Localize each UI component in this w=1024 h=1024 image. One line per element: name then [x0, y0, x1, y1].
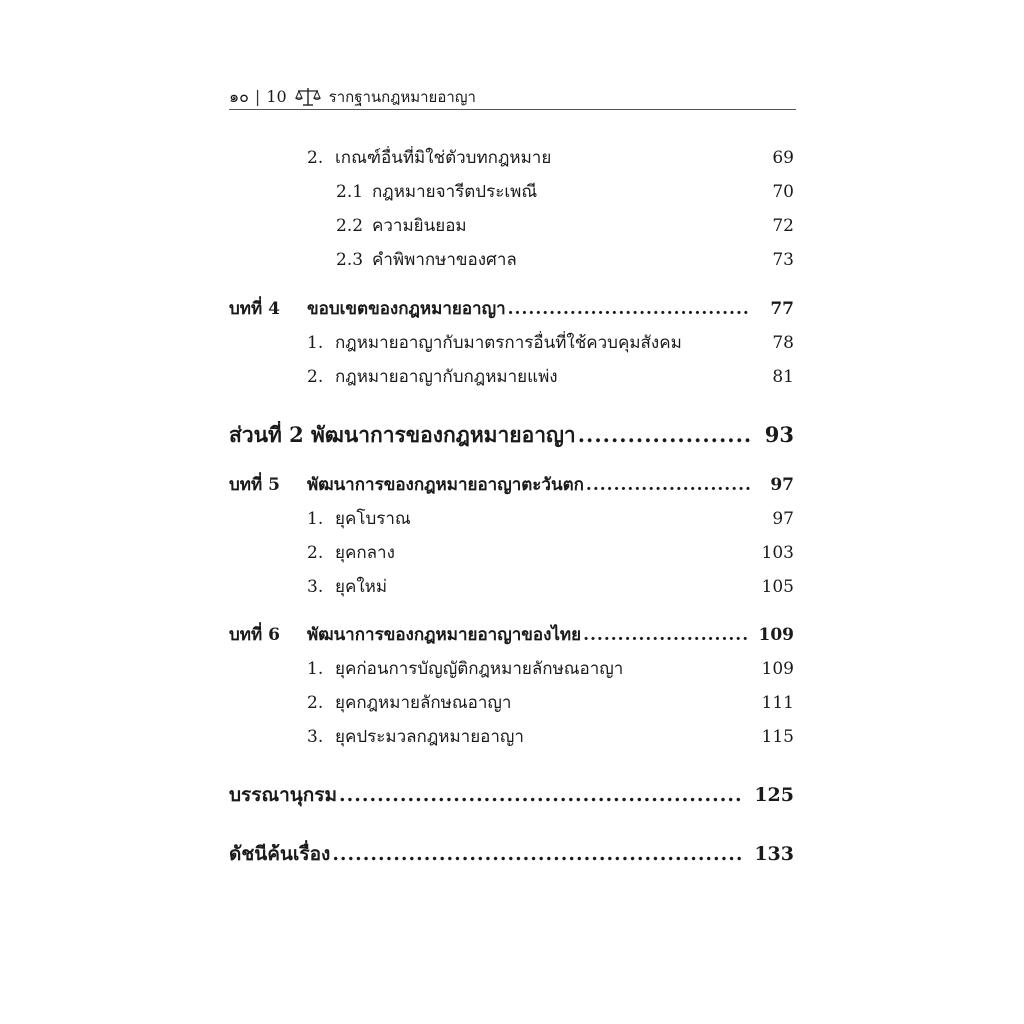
chapter-page: 109	[758, 625, 794, 645]
running-head	[229, 84, 796, 110]
chapter-page: 77	[770, 299, 794, 319]
toc-entry[interactable]	[229, 146, 794, 170]
toc-chapter-4[interactable]	[229, 297, 794, 321]
toc-entry[interactable]	[229, 248, 794, 272]
entry-title: ยุคประมวลกฎหมายอาญา	[335, 727, 524, 747]
entry-page: 103	[761, 543, 794, 563]
dot-leader	[583, 623, 748, 647]
toc-entry[interactable]	[229, 541, 794, 565]
entry-page: 73	[772, 250, 794, 270]
toc-entry[interactable]	[229, 331, 794, 355]
thai-page-number: ๑๐	[229, 87, 249, 106]
chapter-title: ขอบเขตของกฎหมายอาญา	[307, 299, 506, 319]
entry-page: 115	[761, 727, 794, 747]
entry-title: ยุคกลาง	[335, 543, 395, 563]
entry-number: 1.	[307, 333, 324, 353]
chapter-label: บทที่ 6	[229, 625, 280, 645]
back-title: ดัชนีค้นเรื่อง	[229, 843, 331, 865]
toc-entry[interactable]	[229, 725, 794, 749]
part-page: 93	[764, 422, 794, 447]
back-title: บรรณานุกรม	[229, 784, 337, 806]
toc-entry[interactable]	[229, 575, 794, 599]
entry-page: 69	[772, 148, 794, 168]
entry-title: เกณฑ์อื่นที่มิใช่ตัวบทกฎหมาย	[335, 148, 552, 168]
chapter-title: พัฒนาการของกฎหมายอาญาตะวันตก	[307, 475, 584, 495]
entry-page: 70	[772, 182, 794, 202]
entry-number: 3.	[307, 727, 324, 747]
dot-leader	[508, 297, 750, 321]
entry-title: กฎหมายจารีตประเพณี	[372, 182, 538, 202]
entry-number: 2.	[307, 543, 324, 563]
entry-number: 2.3	[336, 250, 364, 270]
entry-page: 111	[761, 693, 794, 713]
chapter-title: พัฒนาการของกฎหมายอาญาของไทย	[307, 625, 582, 645]
toc-entry[interactable]	[229, 365, 794, 389]
toc-bibliography[interactable]	[229, 781, 794, 809]
entry-title: ยุคใหม่	[335, 577, 388, 597]
toc-entry[interactable]	[229, 214, 794, 238]
entry-number: 2.	[307, 693, 324, 713]
entry-title: ยุคก่อนการบัญญัติกฎหมายลักษณอาญา	[335, 659, 624, 679]
entry-title: คำพิพากษาของศาล	[372, 250, 517, 270]
back-page: 125	[754, 784, 794, 806]
entry-page: 105	[761, 577, 794, 597]
entry-title: ยุคโบราณ	[335, 509, 411, 529]
entry-number: 1.	[307, 659, 324, 679]
entry-title: กฎหมายอาญากับกฎหมายแพ่ง	[335, 367, 558, 387]
toc-part-2[interactable]	[229, 421, 794, 449]
toc-entry[interactable]	[229, 657, 794, 681]
separator: |	[254, 87, 261, 106]
toc-entry[interactable]	[229, 180, 794, 204]
dot-leader	[339, 781, 744, 809]
page-number: 10	[266, 87, 287, 106]
entry-page: 109	[761, 659, 794, 679]
entry-title: กฎหมายอาญากับมาตรการอื่นที่ใช้ควบคุมสังคม	[335, 333, 682, 353]
dot-leader	[578, 421, 750, 449]
entry-title: ยุคกฎหมายลักษณอาญา	[335, 693, 512, 713]
chapter-label: บทที่ 4	[229, 299, 280, 319]
scales-of-justice-icon	[295, 87, 321, 107]
entry-page: 78	[772, 333, 794, 353]
toc-chapter-6[interactable]	[229, 623, 794, 647]
entry-page: 72	[772, 216, 794, 236]
chapter-page: 97	[770, 475, 794, 495]
toc-entry[interactable]	[229, 691, 794, 715]
entry-title: ความยินยอม	[372, 216, 467, 236]
entry-number: 1.	[307, 509, 324, 529]
entry-page: 97	[772, 509, 794, 529]
entry-number: 2.	[307, 148, 324, 168]
chapter-label: บทที่ 5	[229, 475, 280, 495]
dot-leader	[332, 840, 744, 868]
dot-leader	[586, 473, 750, 497]
toc-index[interactable]	[229, 840, 794, 868]
toc-entry[interactable]	[229, 507, 794, 531]
book-title: รากฐานกฎหมายอาญา	[328, 88, 476, 106]
entry-number: 2.	[307, 367, 324, 387]
toc-chapter-5[interactable]	[229, 473, 794, 497]
entry-number: 2.2	[336, 216, 364, 236]
entry-page: 81	[772, 367, 794, 387]
part-title: ส่วนที่ 2 พัฒนาการของกฎหมายอาญา	[229, 422, 576, 447]
entry-number: 2.1	[336, 182, 364, 202]
entry-number: 3.	[307, 577, 324, 597]
back-page: 133	[754, 843, 794, 865]
